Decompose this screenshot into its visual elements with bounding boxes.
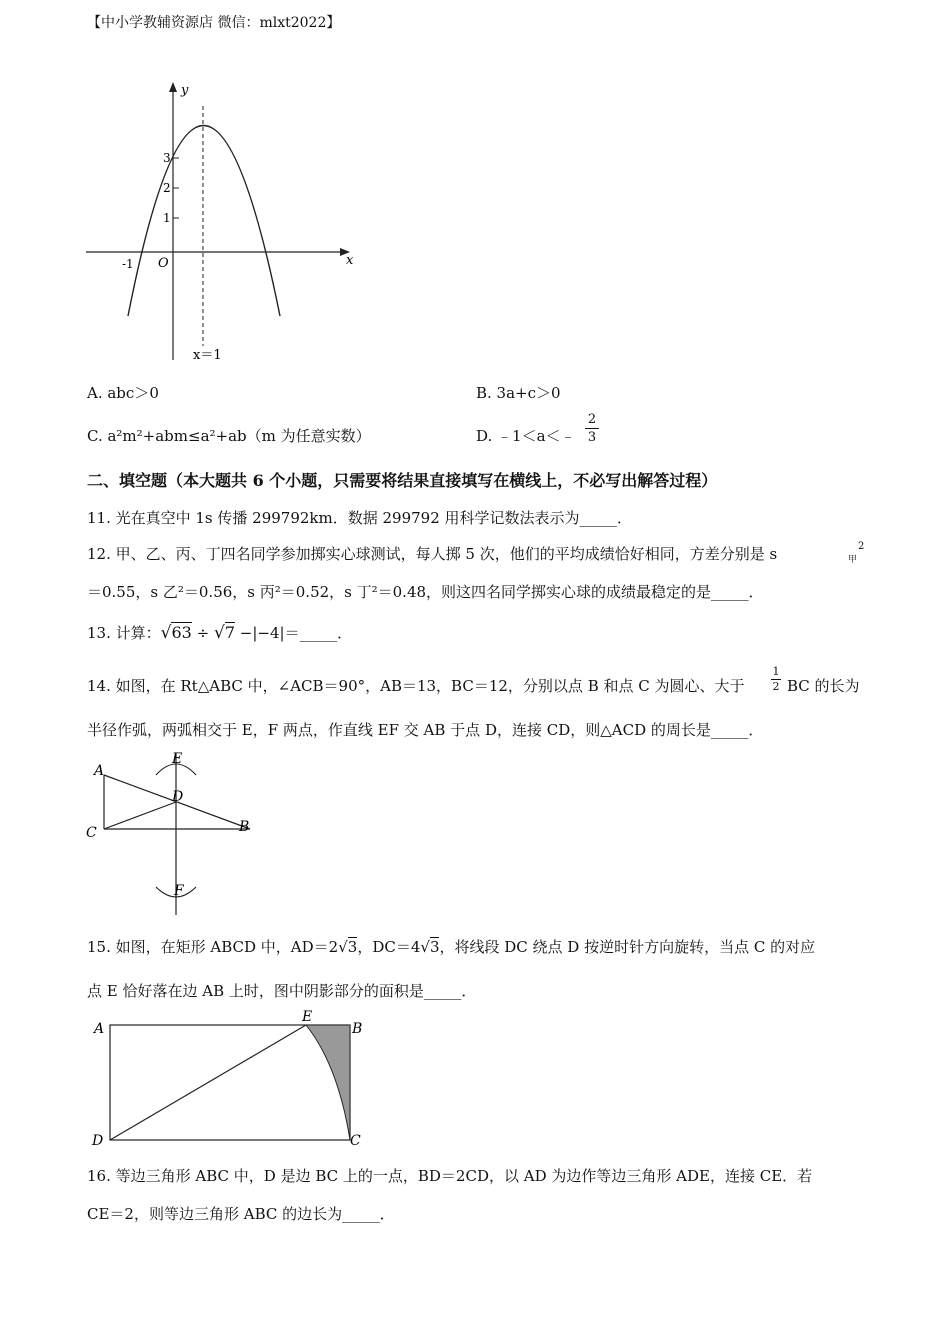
q12-text: 12. 甲、乙、丙、丁四名同学参加掷实心球测试，每人掷 5 次，他们的平均成绩恰好相同，方差分别是 s bbox=[87, 545, 778, 563]
option-d-text: D. ﹣1＜a＜﹣ bbox=[476, 427, 576, 445]
symmetry-axis-label: x＝1 bbox=[193, 348, 222, 363]
option-c: C. a²m²+abm≤a²+ab（m 为任意实数） bbox=[87, 427, 371, 445]
option-d-num: 2 bbox=[585, 411, 599, 429]
y-axis-arrow bbox=[169, 82, 177, 92]
parabola-graph bbox=[80, 78, 370, 368]
neg-one-label: -1 bbox=[122, 257, 134, 271]
option-b: B. 3a+c＞0 bbox=[476, 384, 561, 402]
q14-frac-num: 1 bbox=[772, 665, 780, 678]
question-14-line1b: BC 的长为 bbox=[787, 677, 860, 695]
q13-rest: −|−4|＝_____． bbox=[239, 624, 353, 642]
triangle-figure bbox=[82, 745, 262, 920]
q12-sub: 甲 bbox=[848, 555, 858, 565]
option-a: A. abc＞0 bbox=[87, 384, 159, 402]
q15-text-b: ，DC＝4 bbox=[357, 938, 421, 956]
option-d-fraction bbox=[585, 411, 599, 447]
parabola-curve bbox=[128, 126, 280, 317]
section-title: 二、填空题（本大题共 6 个小题，只需要将结果直接填写在横线上，不必写出解答过程） bbox=[87, 471, 718, 490]
fig15-A: A bbox=[94, 1021, 105, 1037]
question-12-line1 bbox=[87, 543, 777, 564]
question-16-line1: 16. 等边三角形 ABC 中，D 是边 BC 上的一点，BD＝2CD，以 AD 为边作等边三角形 ADE，连接 CE．若 bbox=[87, 1167, 813, 1185]
q13-prefix: 13. 计算： bbox=[87, 624, 161, 642]
q13-radicand-1: 63 bbox=[171, 623, 192, 642]
fig15-D: D bbox=[92, 1133, 104, 1149]
fig14-A: A bbox=[94, 763, 105, 779]
q15-text-c: ，将线段 DC 绕点 D 按逆时针方向旋转，当点 C 的对应 bbox=[439, 938, 816, 956]
option-d bbox=[476, 425, 576, 446]
q12-sup: 2 bbox=[858, 541, 865, 552]
question-15-line1: 15. 如图，在矩形 ABCD 中，AD＝2√3，DC＝4√3，将线段 DC 绕点 D 按逆时针方向旋转，当点 C 的对应 bbox=[87, 938, 816, 956]
y-label: y bbox=[181, 83, 189, 98]
origin-label: O bbox=[158, 256, 169, 271]
option-d-den: 3 bbox=[587, 430, 597, 445]
q13-div: ÷ bbox=[196, 624, 210, 642]
tick-3: 3 bbox=[163, 151, 171, 165]
question-16-line2: CE＝2，则等边三角形 ABC 的边长为_____． bbox=[87, 1205, 395, 1223]
fig14-D: D bbox=[172, 789, 184, 805]
question-14-line1a: 14. 如图，在 Rt△ABC 中，∠ACB＝90°，AB＝13，BC＝12，分别以点 B 和点 C 为圆心、大于 bbox=[87, 677, 745, 695]
fig15-E: E bbox=[302, 1009, 313, 1025]
fig15-C: C bbox=[350, 1133, 361, 1149]
x-label: x bbox=[346, 253, 354, 268]
question-14-line2: 半径作弧，两弧相交于 E，F 两点，作直线 EF 交 AB 于点 D，连接 CD，则△ACD 的周长是_____． bbox=[87, 721, 764, 739]
fig14-E: E bbox=[172, 751, 183, 767]
fig14-C: C bbox=[86, 825, 97, 841]
q15-radicand-2: 3 bbox=[429, 938, 440, 956]
page-header: 【中小学教辅资源店 微信：mlxt2022】 bbox=[87, 15, 341, 31]
fig14-F: F bbox=[174, 883, 184, 899]
tick-2: 2 bbox=[163, 181, 171, 195]
fig15-B: B bbox=[352, 1021, 363, 1037]
question-11: 11. 光在真空中 1s 传播 299792km．数据 299792 用科学记数法表示为_____． bbox=[87, 509, 633, 527]
fig14-B: B bbox=[239, 819, 250, 835]
q15-text-a: 15. 如图，在矩形 ABCD 中，AD＝2 bbox=[87, 938, 339, 956]
q15-radicand-1: 3 bbox=[347, 938, 358, 956]
question-12-line2: ＝0.55，s 乙²＝0.56，s 丙²＝0.52，s 丁²＝0.48，则这四名同学掷实心球的成绩最稳定的是_____． bbox=[87, 583, 764, 601]
tick-1: 1 bbox=[163, 211, 171, 225]
q14-frac-den: 2 bbox=[772, 680, 780, 693]
question-13: 13. 计算：√63 ÷ √7 −|−4|＝_____． bbox=[87, 623, 353, 643]
q13-radicand-2: 7 bbox=[224, 623, 235, 642]
q14-fraction bbox=[771, 665, 781, 694]
rectangle-figure bbox=[88, 1005, 378, 1155]
question-15-line2: 点 E 恰好落在边 AB 上时，图中阴影部分的面积是_____． bbox=[87, 982, 477, 1000]
